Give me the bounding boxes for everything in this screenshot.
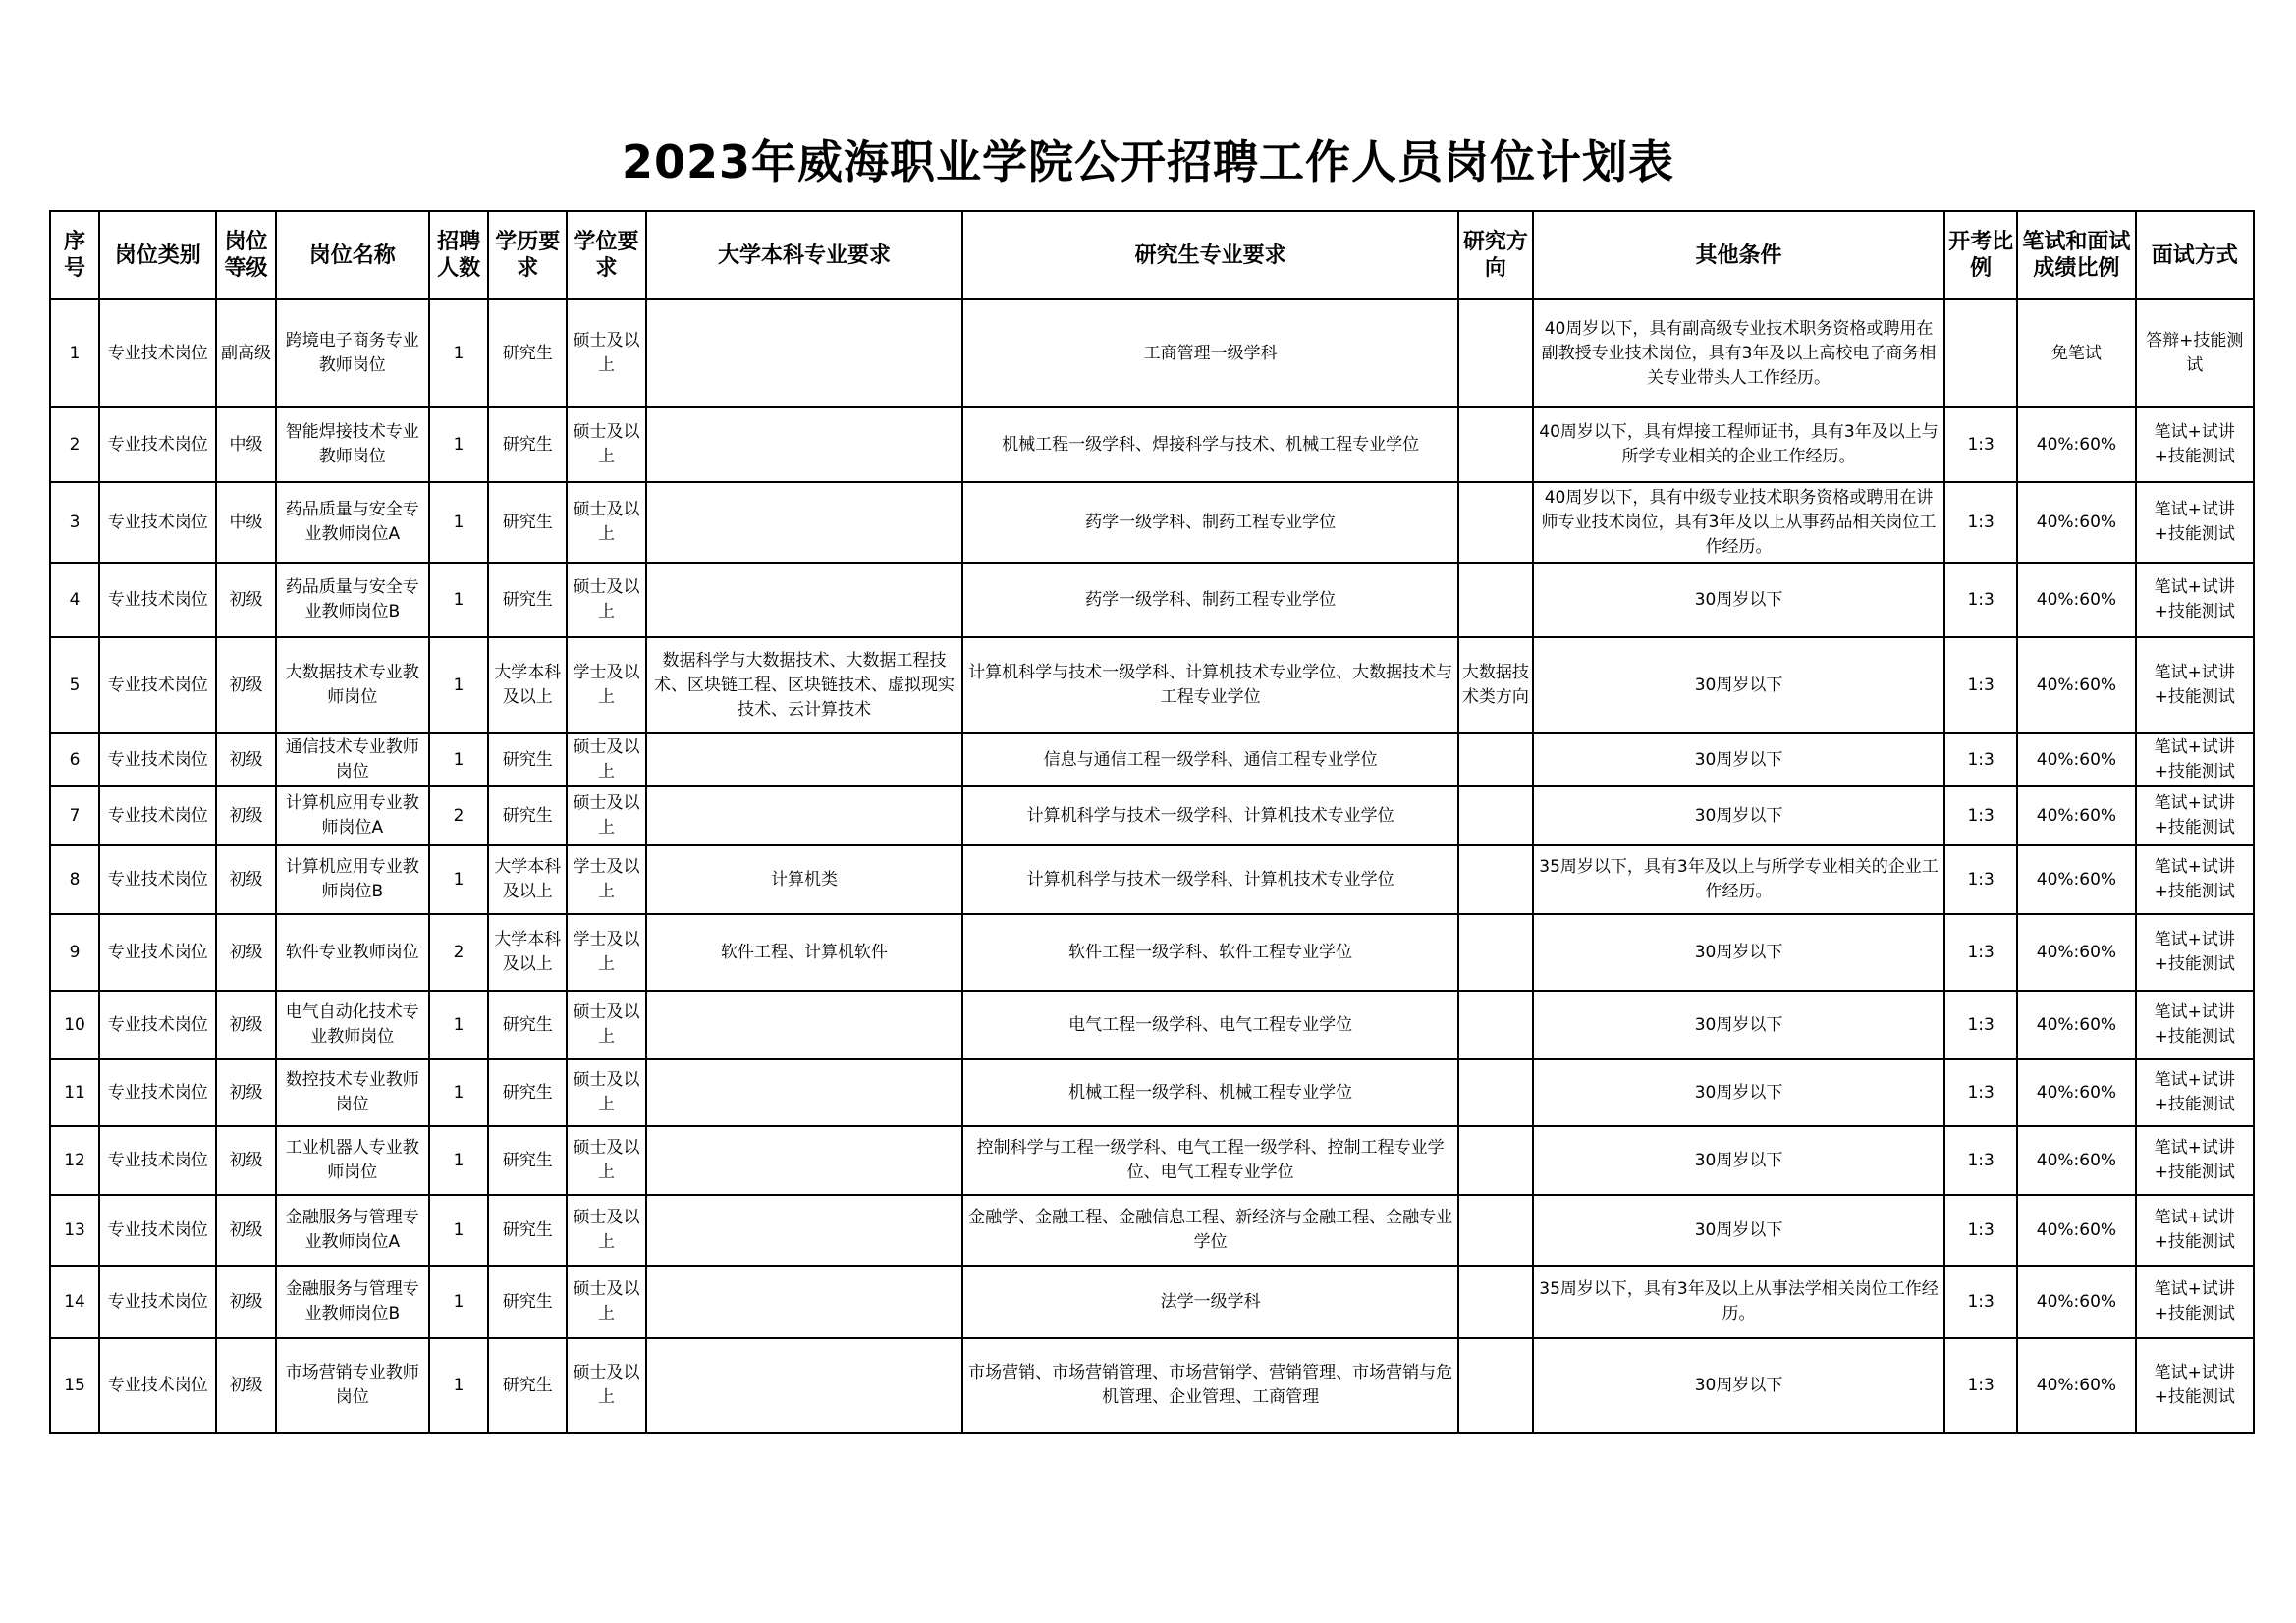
- cell-degree: 硕士及以上: [567, 1338, 645, 1433]
- cell-other: 30周岁以下: [1533, 786, 1944, 845]
- cell-grad: 工商管理一级学科: [962, 299, 1457, 407]
- header-cell: 研究方向: [1458, 211, 1533, 299]
- cell-direction: [1458, 786, 1533, 845]
- cell-no: 13: [50, 1195, 99, 1266]
- cell-edu: 研究生: [488, 299, 567, 407]
- cell-name: 市场营销专业教师岗位: [276, 1338, 429, 1433]
- table-row: [50, 1195, 2254, 1266]
- cell-interview: 笔试+试讲+技能测试: [2136, 563, 2254, 637]
- cell-count: 1: [429, 991, 488, 1059]
- cell-direction: [1458, 991, 1533, 1059]
- cell-direction: [1458, 1195, 1533, 1266]
- cell-grad: 药学一级学科、制药工程专业学位: [962, 563, 1457, 637]
- cell-degree: 硕士及以上: [567, 299, 645, 407]
- cell-grad: 电气工程一级学科、电气工程专业学位: [962, 991, 1457, 1059]
- table-row: [50, 1126, 2254, 1195]
- cell-undergrad: [646, 733, 963, 786]
- cell-interview: 笔试+试讲+技能测试: [2136, 482, 2254, 563]
- header-cell: 其他条件: [1533, 211, 1944, 299]
- cell-interview: 笔试+试讲+技能测试: [2136, 1266, 2254, 1338]
- cell-direction: [1458, 845, 1533, 914]
- cell-other: 40周岁以下，具有焊接工程师证书，具有3年及以上与所学专业相关的企业工作经历。: [1533, 407, 1944, 482]
- cell-name: 软件专业教师岗位: [276, 914, 429, 991]
- cell-grade: 初级: [216, 1338, 275, 1433]
- cell-direction: [1458, 1338, 1533, 1433]
- cell-name: 数控技术专业教师岗位: [276, 1059, 429, 1126]
- cell-score-ratio: 40%:60%: [2017, 563, 2135, 637]
- cell-ratio: 1:3: [1944, 733, 2017, 786]
- cell-edu: 研究生: [488, 786, 567, 845]
- cell-other: 30周岁以下: [1533, 637, 1944, 733]
- cell-count: 2: [429, 914, 488, 991]
- cell-grade: 初级: [216, 733, 275, 786]
- cell-category: 专业技术岗位: [99, 563, 216, 637]
- table-row: [50, 299, 2254, 407]
- cell-direction: [1458, 914, 1533, 991]
- cell-edu: 研究生: [488, 991, 567, 1059]
- cell-ratio: 1:3: [1944, 845, 2017, 914]
- cell-other: 30周岁以下: [1533, 563, 1944, 637]
- cell-category: 专业技术岗位: [99, 1059, 216, 1126]
- cell-score-ratio: 40%:60%: [2017, 1126, 2135, 1195]
- cell-grade: 副高级: [216, 299, 275, 407]
- cell-direction: [1458, 299, 1533, 407]
- cell-score-ratio: 40%:60%: [2017, 1059, 2135, 1126]
- cell-undergrad: [646, 482, 963, 563]
- cell-no: 11: [50, 1059, 99, 1126]
- cell-name: 金融服务与管理专业教师岗位B: [276, 1266, 429, 1338]
- cell-other: 30周岁以下: [1533, 991, 1944, 1059]
- cell-name: 药品质量与安全专业教师岗位B: [276, 563, 429, 637]
- cell-undergrad: [646, 1266, 963, 1338]
- table-row: [50, 1338, 2254, 1433]
- header-cell: 岗位名称: [276, 211, 429, 299]
- cell-no: 4: [50, 563, 99, 637]
- cell-edu: 研究生: [488, 407, 567, 482]
- cell-ratio: 1:3: [1944, 407, 2017, 482]
- cell-category: 专业技术岗位: [99, 637, 216, 733]
- cell-category: 专业技术岗位: [99, 914, 216, 991]
- cell-grade: 中级: [216, 407, 275, 482]
- cell-grad: 信息与通信工程一级学科、通信工程专业学位: [962, 733, 1457, 786]
- cell-interview: 笔试+试讲+技能测试: [2136, 1126, 2254, 1195]
- header-cell: 岗位类别: [99, 211, 216, 299]
- cell-undergrad: [646, 563, 963, 637]
- header-cell: 学历要求: [488, 211, 567, 299]
- cell-ratio: 1:3: [1944, 1126, 2017, 1195]
- cell-no: 14: [50, 1266, 99, 1338]
- cell-no: 6: [50, 733, 99, 786]
- cell-interview: 答辩+技能测试: [2136, 299, 2254, 407]
- cell-count: 1: [429, 482, 488, 563]
- cell-grade: 初级: [216, 1195, 275, 1266]
- header-cell: 大学本科专业要求: [646, 211, 963, 299]
- cell-degree: 学士及以上: [567, 914, 645, 991]
- cell-no: 3: [50, 482, 99, 563]
- cell-no: 2: [50, 407, 99, 482]
- table-row: [50, 407, 2254, 482]
- cell-score-ratio: 免笔试: [2017, 299, 2135, 407]
- cell-ratio: 1:3: [1944, 637, 2017, 733]
- cell-grade: 初级: [216, 845, 275, 914]
- cell-ratio: 1:3: [1944, 1059, 2017, 1126]
- cell-degree: 硕士及以上: [567, 1195, 645, 1266]
- cell-interview: 笔试+试讲+技能测试: [2136, 637, 2254, 733]
- cell-grade: 初级: [216, 1059, 275, 1126]
- cell-category: 专业技术岗位: [99, 1126, 216, 1195]
- header-cell: 岗位等级: [216, 211, 275, 299]
- cell-no: 15: [50, 1338, 99, 1433]
- cell-count: 2: [429, 786, 488, 845]
- cell-score-ratio: 40%:60%: [2017, 637, 2135, 733]
- header-cell: 学位要求: [567, 211, 645, 299]
- cell-score-ratio: 40%:60%: [2017, 914, 2135, 991]
- cell-undergrad: [646, 991, 963, 1059]
- cell-category: 专业技术岗位: [99, 845, 216, 914]
- cell-score-ratio: 40%:60%: [2017, 482, 2135, 563]
- table-row: [50, 845, 2254, 914]
- cell-undergrad: [646, 1195, 963, 1266]
- cell-grad: 法学一级学科: [962, 1266, 1457, 1338]
- cell-grade: 初级: [216, 1266, 275, 1338]
- cell-degree: 学士及以上: [567, 845, 645, 914]
- cell-other: 35周岁以下，具有3年及以上与所学专业相关的企业工作经历。: [1533, 845, 1944, 914]
- cell-direction: [1458, 1059, 1533, 1126]
- table-row: [50, 786, 2254, 845]
- cell-name: 电气自动化技术专业教师岗位: [276, 991, 429, 1059]
- cell-edu: 研究生: [488, 482, 567, 563]
- cell-interview: 笔试+试讲+技能测试: [2136, 407, 2254, 482]
- cell-category: 专业技术岗位: [99, 991, 216, 1059]
- cell-no: 5: [50, 637, 99, 733]
- cell-score-ratio: 40%:60%: [2017, 991, 2135, 1059]
- cell-grad: 软件工程一级学科、软件工程专业学位: [962, 914, 1457, 991]
- cell-score-ratio: 40%:60%: [2017, 845, 2135, 914]
- cell-count: 1: [429, 1059, 488, 1126]
- cell-score-ratio: 40%:60%: [2017, 1266, 2135, 1338]
- cell-interview: 笔试+试讲+技能测试: [2136, 733, 2254, 786]
- cell-score-ratio: 40%:60%: [2017, 1338, 2135, 1433]
- cell-edu: 大学本科及以上: [488, 914, 567, 991]
- cell-edu: 大学本科及以上: [488, 637, 567, 733]
- table-row: [50, 482, 2254, 563]
- cell-count: 1: [429, 1195, 488, 1266]
- cell-name: 工业机器人专业教师岗位: [276, 1126, 429, 1195]
- cell-grad: 控制科学与工程一级学科、电气工程一级学科、控制工程专业学位、电气工程专业学位: [962, 1126, 1457, 1195]
- cell-grade: 中级: [216, 482, 275, 563]
- cell-direction: [1458, 407, 1533, 482]
- cell-interview: 笔试+试讲+技能测试: [2136, 1338, 2254, 1433]
- table-row: [50, 914, 2254, 991]
- cell-other: 30周岁以下: [1533, 733, 1944, 786]
- header-cell: 笔试和面试成绩比例: [2017, 211, 2135, 299]
- cell-grad: 药学一级学科、制药工程专业学位: [962, 482, 1457, 563]
- cell-undergrad: [646, 1059, 963, 1126]
- cell-direction: 大数据技术类方向: [1458, 637, 1533, 733]
- cell-ratio: 1:3: [1944, 1338, 2017, 1433]
- cell-interview: 笔试+试讲+技能测试: [2136, 786, 2254, 845]
- cell-score-ratio: 40%:60%: [2017, 733, 2135, 786]
- cell-undergrad: 计算机类: [646, 845, 963, 914]
- cell-edu: 研究生: [488, 1195, 567, 1266]
- cell-direction: [1458, 733, 1533, 786]
- cell-count: 1: [429, 845, 488, 914]
- cell-degree: 硕士及以上: [567, 991, 645, 1059]
- cell-grad: 市场营销、市场营销管理、市场营销学、营销管理、市场营销与危机管理、企业管理、工商管理: [962, 1338, 1457, 1433]
- cell-degree: 学士及以上: [567, 637, 645, 733]
- header-cell: 招聘人数: [429, 211, 488, 299]
- cell-interview: 笔试+试讲+技能测试: [2136, 845, 2254, 914]
- cell-name: 计算机应用专业教师岗位A: [276, 786, 429, 845]
- table-row: [50, 733, 2254, 786]
- table-row: [50, 563, 2254, 637]
- cell-name: 计算机应用专业教师岗位B: [276, 845, 429, 914]
- cell-ratio: 1:3: [1944, 563, 2017, 637]
- cell-other: 40周岁以下，具有中级专业技术职务资格或聘用在讲师专业技术岗位，具有3年及以上从事药品相关岗位工作经历。: [1533, 482, 1944, 563]
- cell-edu: 研究生: [488, 733, 567, 786]
- cell-undergrad: [646, 299, 963, 407]
- cell-ratio: 1:3: [1944, 914, 2017, 991]
- cell-category: 专业技术岗位: [99, 1338, 216, 1433]
- cell-interview: 笔试+试讲+技能测试: [2136, 1195, 2254, 1266]
- cell-edu: 研究生: [488, 1266, 567, 1338]
- cell-undergrad: [646, 786, 963, 845]
- cell-name: 金融服务与管理专业教师岗位A: [276, 1195, 429, 1266]
- cell-no: 8: [50, 845, 99, 914]
- cell-count: 1: [429, 1266, 488, 1338]
- table-row: [50, 991, 2254, 1059]
- cell-direction: [1458, 1266, 1533, 1338]
- cell-grade: 初级: [216, 1126, 275, 1195]
- table-row: [50, 1059, 2254, 1126]
- table-row: [50, 637, 2254, 733]
- cell-no: 12: [50, 1126, 99, 1195]
- cell-score-ratio: 40%:60%: [2017, 786, 2135, 845]
- header-cell: 开考比例: [1944, 211, 2017, 299]
- cell-grad: 机械工程一级学科、机械工程专业学位: [962, 1059, 1457, 1126]
- cell-grade: 初级: [216, 563, 275, 637]
- cell-score-ratio: 40%:60%: [2017, 1195, 2135, 1266]
- cell-category: 专业技术岗位: [99, 1266, 216, 1338]
- cell-ratio: 1:3: [1944, 1195, 2017, 1266]
- cell-no: 1: [50, 299, 99, 407]
- cell-grad: 金融学、金融工程、金融信息工程、新经济与金融工程、金融专业学位: [962, 1195, 1457, 1266]
- cell-other: 30周岁以下: [1533, 1126, 1944, 1195]
- cell-grad: 机械工程一级学科、焊接科学与技术、机械工程专业学位: [962, 407, 1457, 482]
- cell-name: 智能焊接技术专业教师岗位: [276, 407, 429, 482]
- cell-ratio: 1:3: [1944, 482, 2017, 563]
- header-cell: 面试方式: [2136, 211, 2254, 299]
- cell-direction: [1458, 563, 1533, 637]
- cell-degree: 硕士及以上: [567, 1126, 645, 1195]
- cell-other: 30周岁以下: [1533, 1338, 1944, 1433]
- cell-grad: 计算机科学与技术一级学科、计算机技术专业学位、大数据技术与工程专业学位: [962, 637, 1457, 733]
- table-body: [50, 299, 2254, 1433]
- cell-other: 30周岁以下: [1533, 1059, 1944, 1126]
- cell-category: 专业技术岗位: [99, 733, 216, 786]
- cell-ratio: 1:3: [1944, 991, 2017, 1059]
- cell-count: 1: [429, 563, 488, 637]
- cell-direction: [1458, 1126, 1533, 1195]
- cell-ratio: [1944, 299, 2017, 407]
- cell-name: 药品质量与安全专业教师岗位A: [276, 482, 429, 563]
- cell-category: 专业技术岗位: [99, 1195, 216, 1266]
- cell-undergrad: [646, 407, 963, 482]
- cell-count: 1: [429, 407, 488, 482]
- cell-grad: 计算机科学与技术一级学科、计算机技术专业学位: [962, 786, 1457, 845]
- cell-count: 1: [429, 637, 488, 733]
- cell-no: 7: [50, 786, 99, 845]
- cell-ratio: 1:3: [1944, 1266, 2017, 1338]
- cell-degree: 硕士及以上: [567, 563, 645, 637]
- header-cell: 序号: [50, 211, 99, 299]
- cell-category: 专业技术岗位: [99, 786, 216, 845]
- cell-other: 40周岁以下，具有副高级专业技术职务资格或聘用在副教授专业技术岗位，具有3年及以上高校电子商务相关专业带头人工作经历。: [1533, 299, 1944, 407]
- cell-name: 跨境电子商务专业教师岗位: [276, 299, 429, 407]
- cell-interview: 笔试+试讲+技能测试: [2136, 914, 2254, 991]
- cell-grad: 计算机科学与技术一级学科、计算机技术专业学位: [962, 845, 1457, 914]
- cell-other: 30周岁以下: [1533, 914, 1944, 991]
- cell-edu: 研究生: [488, 563, 567, 637]
- header-cell: 研究生专业要求: [962, 211, 1457, 299]
- cell-degree: 硕士及以上: [567, 482, 645, 563]
- cell-ratio: 1:3: [1944, 786, 2017, 845]
- cell-degree: 硕士及以上: [567, 1059, 645, 1126]
- cell-edu: 大学本科及以上: [488, 845, 567, 914]
- page-title: 2023年威海职业学院公开招聘工作人员岗位计划表: [621, 135, 1675, 189]
- cell-undergrad: [646, 1338, 963, 1433]
- recruitment-plan-table: [49, 210, 2255, 1434]
- cell-other: 30周岁以下: [1533, 1195, 1944, 1266]
- cell-direction: [1458, 482, 1533, 563]
- cell-undergrad: 数据科学与大数据技术、大数据工程技术、区块链工程、区块链技术、虚拟现实技术、云计算技术: [646, 637, 963, 733]
- cell-degree: 硕士及以上: [567, 786, 645, 845]
- cell-name: 通信技术专业教师岗位: [276, 733, 429, 786]
- cell-degree: 硕士及以上: [567, 733, 645, 786]
- cell-grade: 初级: [216, 637, 275, 733]
- cell-count: 1: [429, 733, 488, 786]
- cell-interview: 笔试+试讲+技能测试: [2136, 1059, 2254, 1126]
- cell-undergrad: 软件工程、计算机软件: [646, 914, 963, 991]
- cell-no: 10: [50, 991, 99, 1059]
- cell-grade: 初级: [216, 991, 275, 1059]
- table-header-row: [50, 211, 2254, 299]
- cell-edu: 研究生: [488, 1338, 567, 1433]
- cell-degree: 硕士及以上: [567, 407, 645, 482]
- cell-interview: 笔试+试讲+技能测试: [2136, 991, 2254, 1059]
- cell-count: 1: [429, 1126, 488, 1195]
- cell-grade: 初级: [216, 786, 275, 845]
- cell-edu: 研究生: [488, 1059, 567, 1126]
- cell-category: 专业技术岗位: [99, 482, 216, 563]
- cell-grade: 初级: [216, 914, 275, 991]
- cell-edu: 研究生: [488, 1126, 567, 1195]
- cell-degree: 硕士及以上: [567, 1266, 645, 1338]
- cell-other: 35周岁以下，具有3年及以上从事法学相关岗位工作经历。: [1533, 1266, 1944, 1338]
- table-row: [50, 1266, 2254, 1338]
- cell-category: 专业技术岗位: [99, 299, 216, 407]
- cell-no: 9: [50, 914, 99, 991]
- cell-name: 大数据技术专业教师岗位: [276, 637, 429, 733]
- cell-count: 1: [429, 1338, 488, 1433]
- cell-count: 1: [429, 299, 488, 407]
- cell-undergrad: [646, 1126, 963, 1195]
- cell-category: 专业技术岗位: [99, 407, 216, 482]
- cell-score-ratio: 40%:60%: [2017, 407, 2135, 482]
